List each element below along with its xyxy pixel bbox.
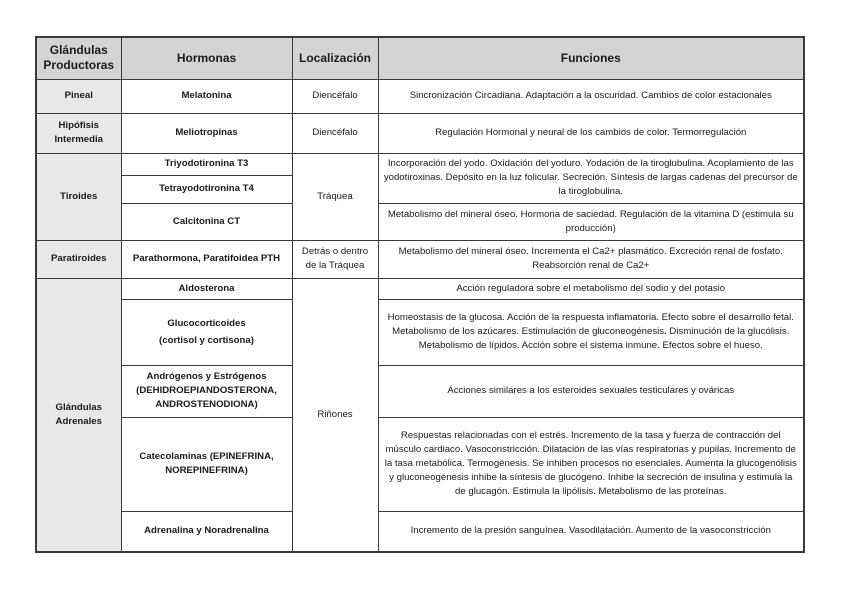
gland-cell: Paratiroides	[36, 240, 121, 278]
location-cell: Detrás o dentro de la Tráquea	[292, 240, 378, 278]
function-cell: Regulación Hormonal y neural de los cambios de color. Termorregulación	[378, 113, 804, 153]
hormone-cell: Melatonina	[121, 79, 292, 113]
table-row	[36, 203, 804, 240]
hormones-table	[35, 36, 805, 553]
location-cell: Tráquea	[292, 153, 378, 240]
hormone-cell	[121, 299, 292, 365]
table-row	[36, 299, 804, 365]
function-cell: Sincronización Circadiana. Adaptación a la oscuridad. Cambios de color estacionales	[378, 79, 804, 113]
function-cell: Incorporación del yodo. Oxidación del yoduro. Yodación de la tiroglubulina. Acoplamiento de las yodotiroxinas. Depósito en la luz folicular. Secreción. Síntesis de largas cadenas del precursor de la tiroglobulina.	[378, 153, 804, 203]
gland-cell: Hipófisis Intermedia	[36, 113, 121, 153]
hormone-cell: Parathormona, Paratifoidea PTH	[121, 240, 292, 278]
header-localizacion: Localización	[292, 37, 378, 79]
hormone-cell: Aldosterona	[121, 278, 292, 299]
hormone-detail: (cortisol y cortisona)	[159, 335, 254, 346]
function-cell: Metabolismo del mineral óseo. Hormona de saciedad. Regulación de la vitamina D (estimula su producción)	[378, 203, 804, 240]
hormone-cell: Meliotropinas	[121, 113, 292, 153]
header-hormonas: Hormonas	[121, 37, 292, 79]
hormone-cell: Calcitonina CT	[121, 203, 292, 240]
function-cell: Respuestas relacionadas con el estrés. Incremento de la tasa y fuerza de contracción del músculo cardiaco. Vasoconstricción. Dilatación de las vías respiratorias y pupilas. Incremento de la tasa metabólica. Termogénesis. Se inhiben procesos no esenciales. Aumenta la glucogenólisis y gluconeogénesis inhibe la síntesis de glucógeno. Inhibe la secreción de insulina y estimula la de glucagón. Estimula la lipólisis. Metabolismo de las proteínas.	[378, 417, 804, 511]
function-cell: Acción reguladora sobre el metabolismo del sodio y del potasio	[378, 278, 804, 299]
hormone-cell: Andrógenos y Estrógenos (DEHIDROEPIANDOSTERONA, ANDROSTENODIONA)	[121, 365, 292, 417]
hormone-cell: Adrenalina y Noradrenalina	[121, 511, 292, 552]
table-row	[36, 79, 804, 113]
table-row	[36, 417, 804, 511]
header-glandulas: Glándulas Productoras	[36, 37, 121, 79]
function-cell: Homeostasis de la glucosa. Acción de la respuesta inflamatoria. Efecto sobre el desarrollo fetal. Metabolismo de los azúcares. Estimulación de gluconeogénesis. Disminución de la glucólisis. Metabolismo de lípidos. Acción sobre el sistema inmune. Efectos sobre el hueso.	[378, 299, 804, 365]
table-row	[36, 113, 804, 153]
table-row	[36, 511, 804, 552]
gland-cell: Tiroides	[36, 153, 121, 240]
location-cell: Riñones	[292, 278, 378, 552]
hormone-cell: Tetrayodotironina T4	[121, 175, 292, 203]
table-row	[36, 240, 804, 278]
gland-cell: Pineal	[36, 79, 121, 113]
header-row	[36, 37, 804, 79]
function-cell: Incremento de la presión sanguínea. Vasodilatación. Aumento de la vasoconstricción	[378, 511, 804, 552]
gland-cell: Glándulas Adrenales	[36, 278, 121, 552]
table-row	[36, 153, 804, 175]
hormone-cell: Catecolaminas (EPINEFRINA, NOREPINEFRINA)	[121, 417, 292, 511]
location-cell: Diencéfalo	[292, 79, 378, 113]
function-cell: Acciones similares a los esteroides sexuales testiculares y ováricas	[378, 365, 804, 417]
header-funciones: Funciones	[378, 37, 804, 79]
hormone-name: Glucocorticoides	[167, 318, 246, 329]
table-row	[36, 278, 804, 299]
table-row	[36, 365, 804, 417]
hormone-cell: Triyodotironina T3	[121, 153, 292, 175]
location-cell: Diencéfalo	[292, 113, 378, 153]
function-cell: Metabolismo del mineral óseo. Incrementa el Ca2+ plasmático. Excreción renal de fosfato. Reabsorción renal de Ca2+	[378, 240, 804, 278]
